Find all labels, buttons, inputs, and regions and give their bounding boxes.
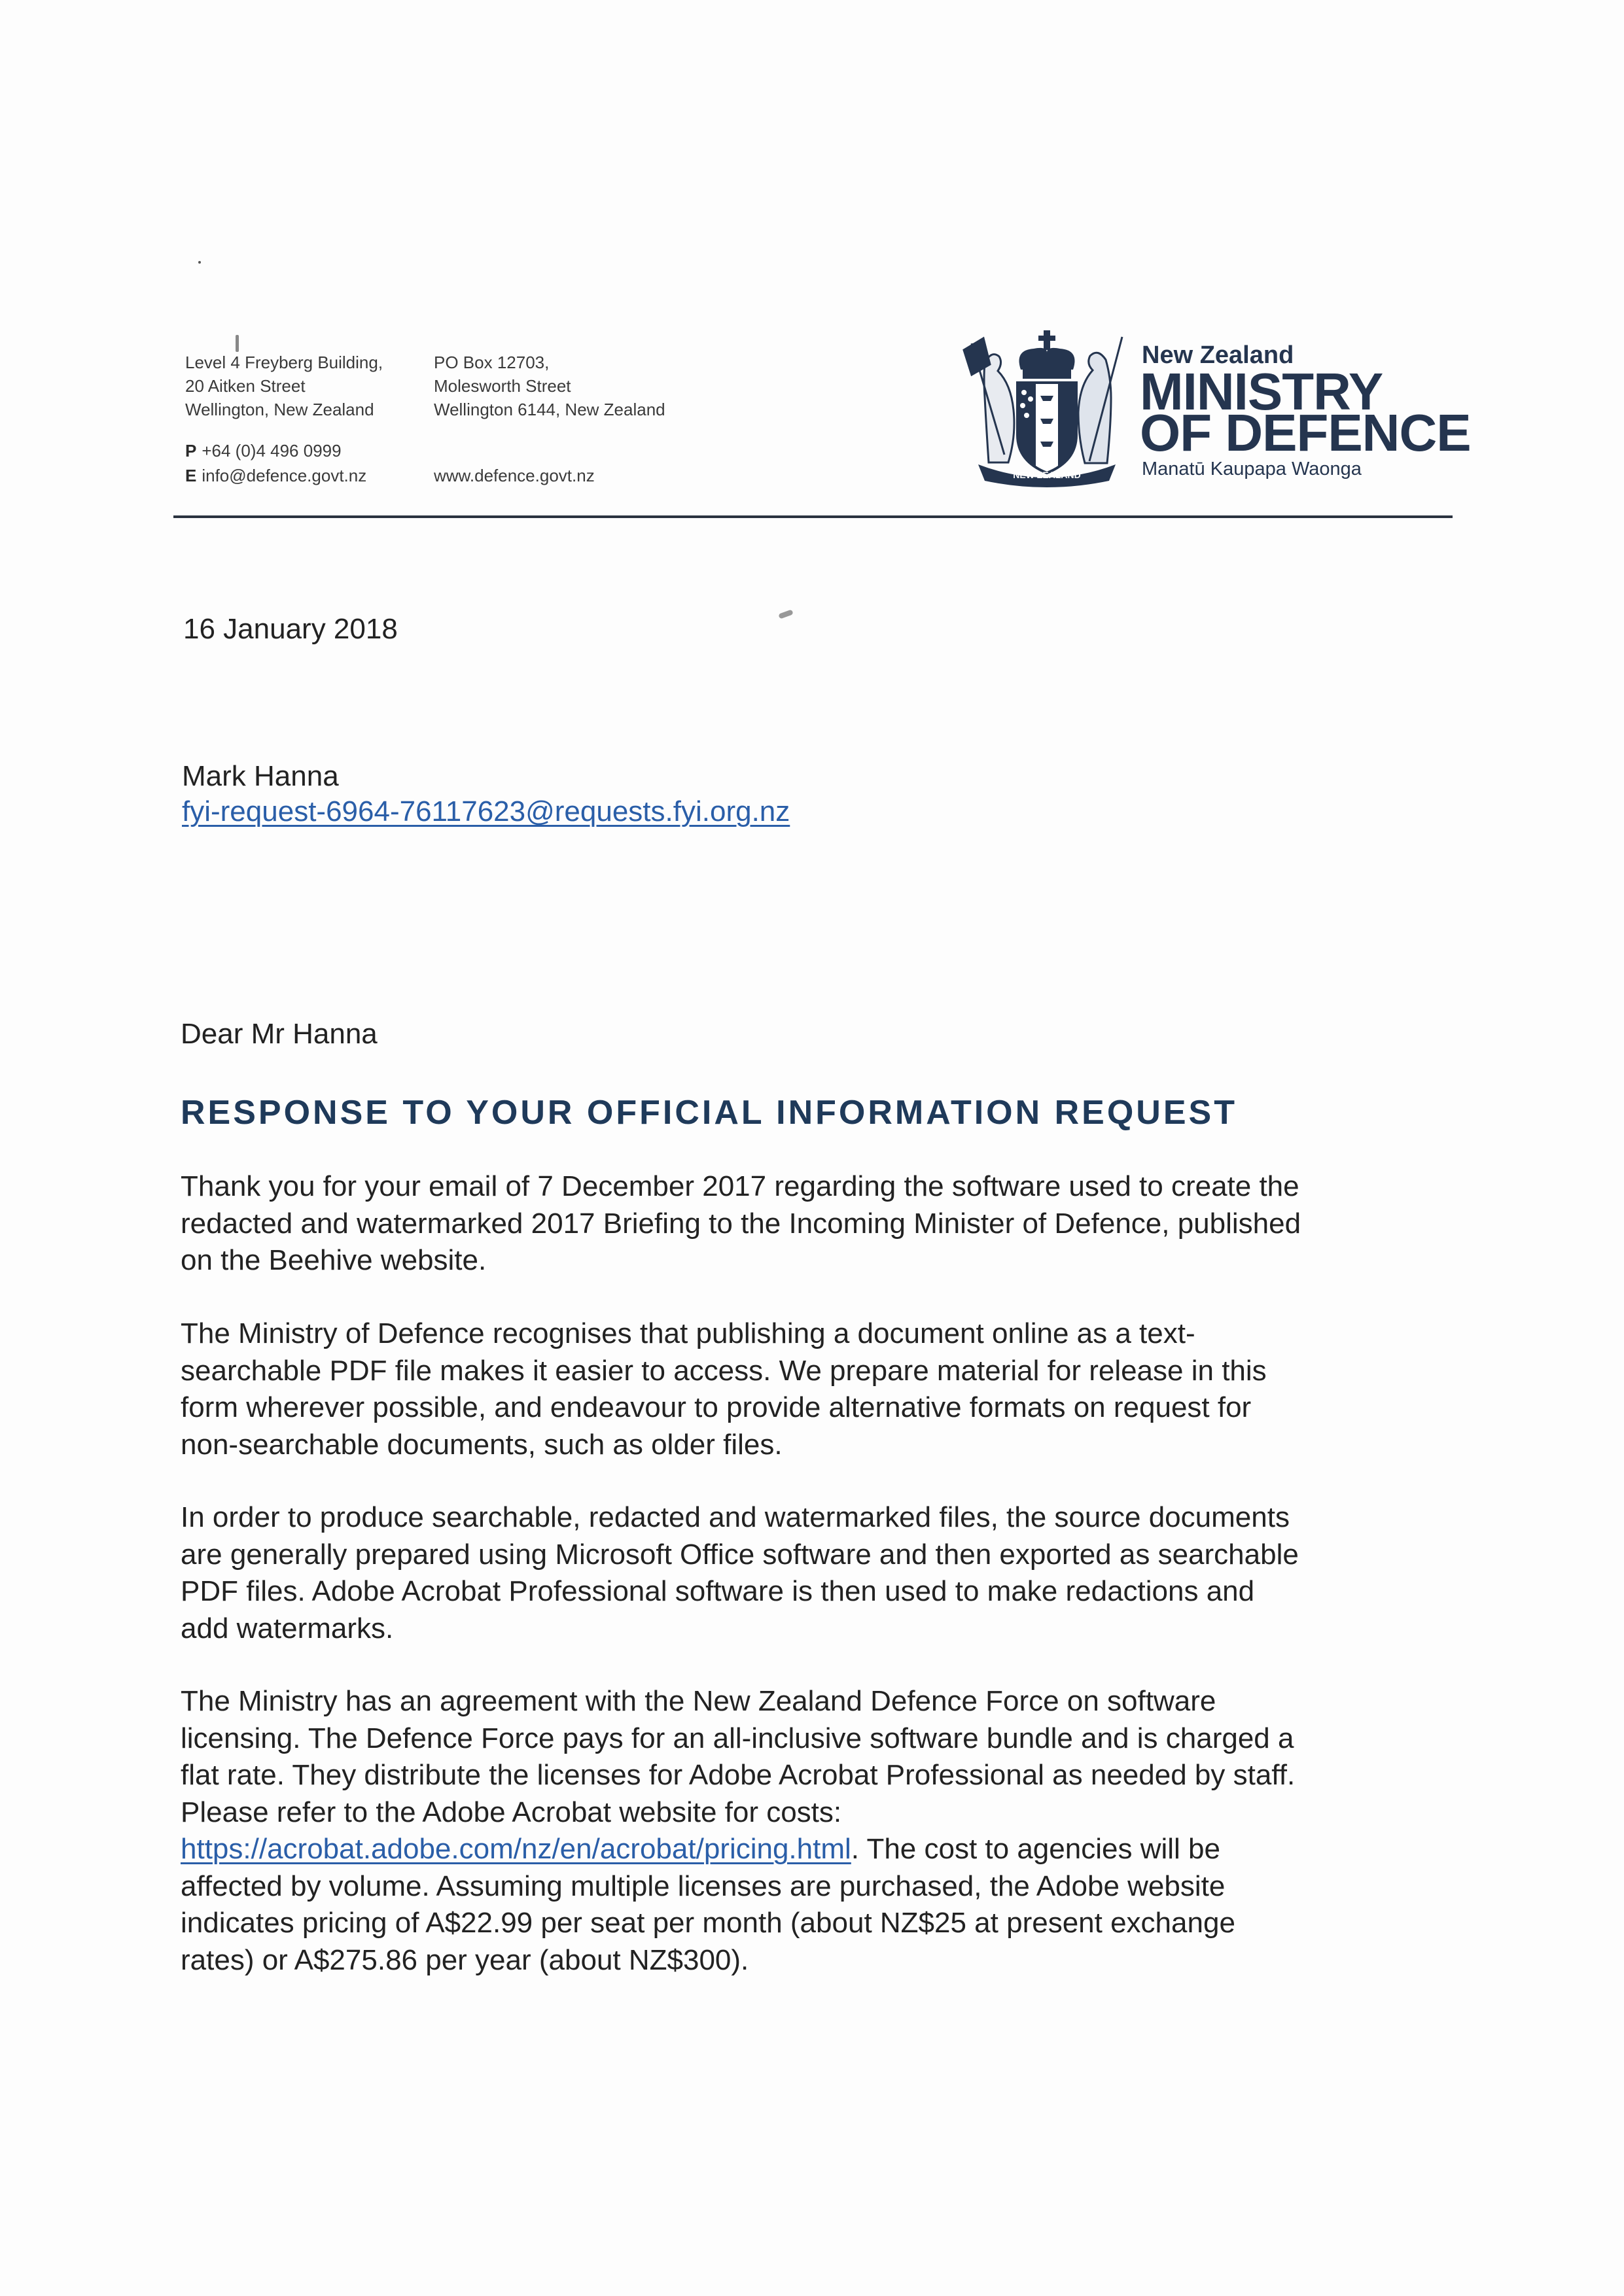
paragraph-searchable-pdf	[181, 1315, 1267, 1463]
salutation: Dear Mr Hanna	[181, 1018, 378, 1050]
scan-speck	[778, 609, 793, 619]
paragraph-line: The Ministry of Defence recognises that publishing a document online as a text-	[181, 1317, 1195, 1349]
address-line: PO Box 12703,	[434, 353, 550, 372]
paragraph-licensing-costs	[181, 1683, 1295, 1979]
contact-block	[185, 439, 366, 487]
letterhead-divider	[173, 515, 1453, 518]
brand-ministry: MINISTRY	[1140, 362, 1383, 421]
address-line: 20 Aitken Street	[185, 376, 306, 396]
address-postal	[434, 351, 665, 421]
paragraph-line: on the Beehive website.	[181, 1244, 487, 1276]
address-line: Wellington 6144, New Zealand	[434, 400, 665, 419]
letter-heading: RESPONSE TO YOUR OFFICIAL INFORMATION REQUEST	[181, 1094, 1237, 1132]
address-line: Wellington, New Zealand	[185, 400, 374, 419]
paragraph-line: flat rate. They distribute the licenses for Adobe Acrobat Professional as needed by staff.	[181, 1759, 1296, 1791]
brand-maori-name: Manatū Kaupapa Waonga	[1142, 459, 1362, 479]
email-label: E	[185, 466, 197, 485]
recipient-email-link[interactable]: fyi-request-6964-76117623@requests.fyi.org.nz	[182, 795, 790, 827]
brand-of-defence: OF DEFENCE	[1140, 404, 1471, 462]
link-trailing-text: . The cost to agencies will be	[851, 1833, 1220, 1865]
paragraph-line: are generally prepared using Microsoft Office software and then exported as searchable	[181, 1538, 1299, 1571]
paragraph-request-acknowledgement	[181, 1168, 1301, 1279]
crest-ribbon-text: NEW ZEALAND	[1013, 470, 1081, 480]
contact-email[interactable]: info@defence.govt.nz	[202, 466, 367, 485]
scan-speck	[236, 335, 239, 352]
paragraph-line: rates) or A$275.86 per year (about NZ$300).	[181, 1943, 749, 1976]
scan-speck	[198, 261, 201, 264]
address-street	[185, 351, 383, 421]
paragraph-line: affected by volume. Assuming multiple licenses are purchased, the Adobe website	[181, 1870, 1226, 1902]
adobe-pricing-link[interactable]: https://acrobat.adobe.com/nz/en/acrobat/pricing.html	[181, 1833, 851, 1865]
recipient-name: Mark Hanna	[182, 760, 339, 792]
email-row	[185, 464, 366, 487]
paragraph-line-with-link	[181, 1831, 1295, 1868]
paragraph-line: add watermarks.	[181, 1612, 394, 1644]
paragraph-line: In order to produce searchable, redacted and watermarked files, the source documents	[181, 1501, 1290, 1533]
paragraph-line: Thank you for your email of 7 December 2017 regarding the software used to create the	[181, 1170, 1299, 1202]
phone-label: P	[185, 441, 197, 461]
letter-date: 16 January 2018	[183, 613, 398, 645]
nz-coat-of-arms-icon	[959, 324, 1135, 487]
address-line: Molesworth Street	[434, 376, 571, 396]
paragraph-line: licensing. The Defence Force pays for an all-inclusive software bundle and is charged a	[181, 1722, 1294, 1754]
paragraph-line: The Ministry has an agreement with the New Zealand Defence Force on software	[181, 1685, 1216, 1717]
brand-country: New Zealand	[1142, 341, 1294, 369]
paragraph-software-process	[181, 1499, 1299, 1647]
phone-number: +64 (0)4 496 0999	[202, 441, 342, 461]
paragraph-line: redacted and watermarked 2017 Briefing to the Incoming Minister of Defence, published	[181, 1207, 1301, 1240]
paragraph-line: indicates pricing of A$22.99 per seat per month (about NZ$25 at present exchange	[181, 1907, 1235, 1939]
paragraph-line: searchable PDF file makes it easier to access. We prepare material for release in this	[181, 1354, 1267, 1387]
paragraph-line: Please refer to the Adobe Acrobat website for costs:	[181, 1796, 842, 1828]
paragraph-line: PDF files. Adobe Acrobat Professional software is then used to make redactions and	[181, 1575, 1255, 1607]
address-line: Level 4 Freyberg Building,	[185, 353, 383, 372]
paragraph-line: form wherever possible, and endeavour to provide alternative formats on request for	[181, 1391, 1252, 1423]
website[interactable]: www.defence.govt.nz	[434, 466, 595, 485]
phone-row	[185, 439, 366, 462]
paragraph-line: non-searchable documents, such as older files.	[181, 1428, 783, 1461]
